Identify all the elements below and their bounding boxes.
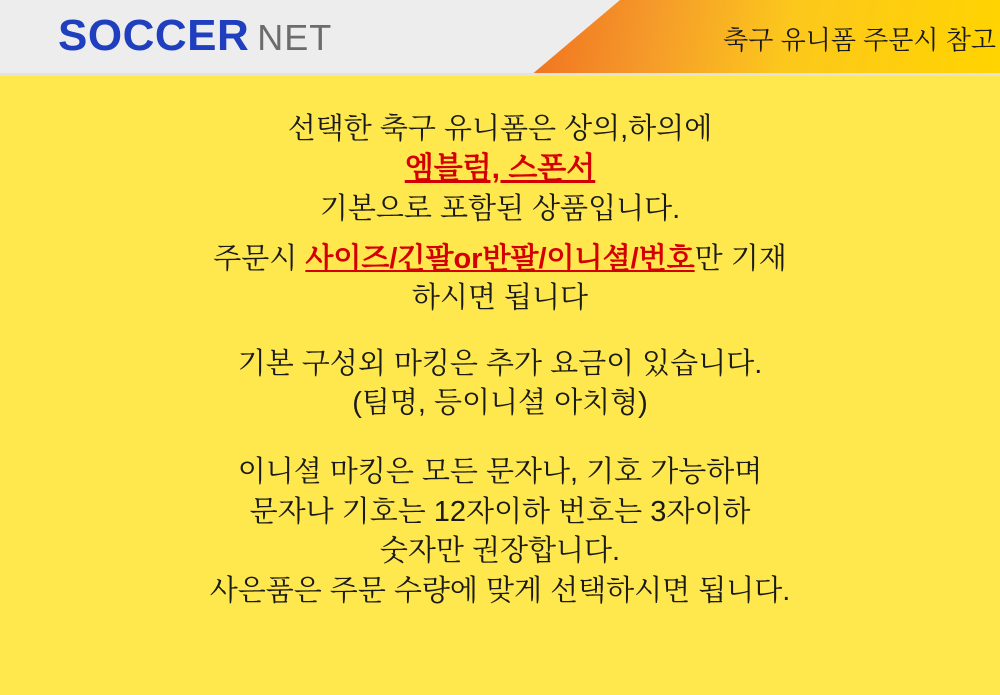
notice-line-2-highlight: 엠블럼, 스폰서	[404, 152, 596, 186]
notice-line-4	[0, 240, 1000, 279]
notice-line-4-prefix: 주문시	[213, 242, 306, 275]
notice-line-1: 선택한 축구 유니폼은 상의,하의에	[287, 113, 713, 145]
header-banner	[530, 0, 1000, 76]
notice-line-6: 기본 구성외 마킹은 추가 요금이 있습니다.	[237, 347, 763, 380]
brand-logo	[58, 11, 333, 60]
notice-panel	[0, 76, 1000, 695]
notice-line-11: 사은품은 주문 수량에 맞게 선택하시면 됩니다.	[209, 574, 791, 607]
notice-line-7: (팀명, 등이니셜 아치형)	[352, 386, 648, 419]
page-header	[0, 0, 1000, 76]
header-banner-text: 축구 유니폼 주문시 참고	[723, 24, 996, 55]
notice-line-5: 하시면 됩니다	[411, 282, 589, 315]
brand-name-main: SOCCER	[58, 11, 250, 60]
notice-line-10: 숫자만 권장합니다.	[379, 535, 621, 568]
spacer	[0, 319, 1000, 345]
notice-line-4-highlight: 사이즈/긴팔or반팔/이니셜/번호	[305, 242, 695, 275]
spacer	[0, 230, 1000, 240]
spacer	[0, 423, 1000, 453]
notice-line-9: 문자나 기호는 12자이하 번호는 3자이하	[249, 495, 751, 528]
notice-line-3: 기본으로 포함된 상품입니다.	[319, 193, 681, 226]
notice-line-4-suffix: 만 기재	[694, 242, 787, 275]
brand-name-sub: NET	[257, 17, 333, 58]
notice-line-8: 이니셜 마킹은 모든 문자나, 기호 가능하며	[237, 456, 763, 489]
